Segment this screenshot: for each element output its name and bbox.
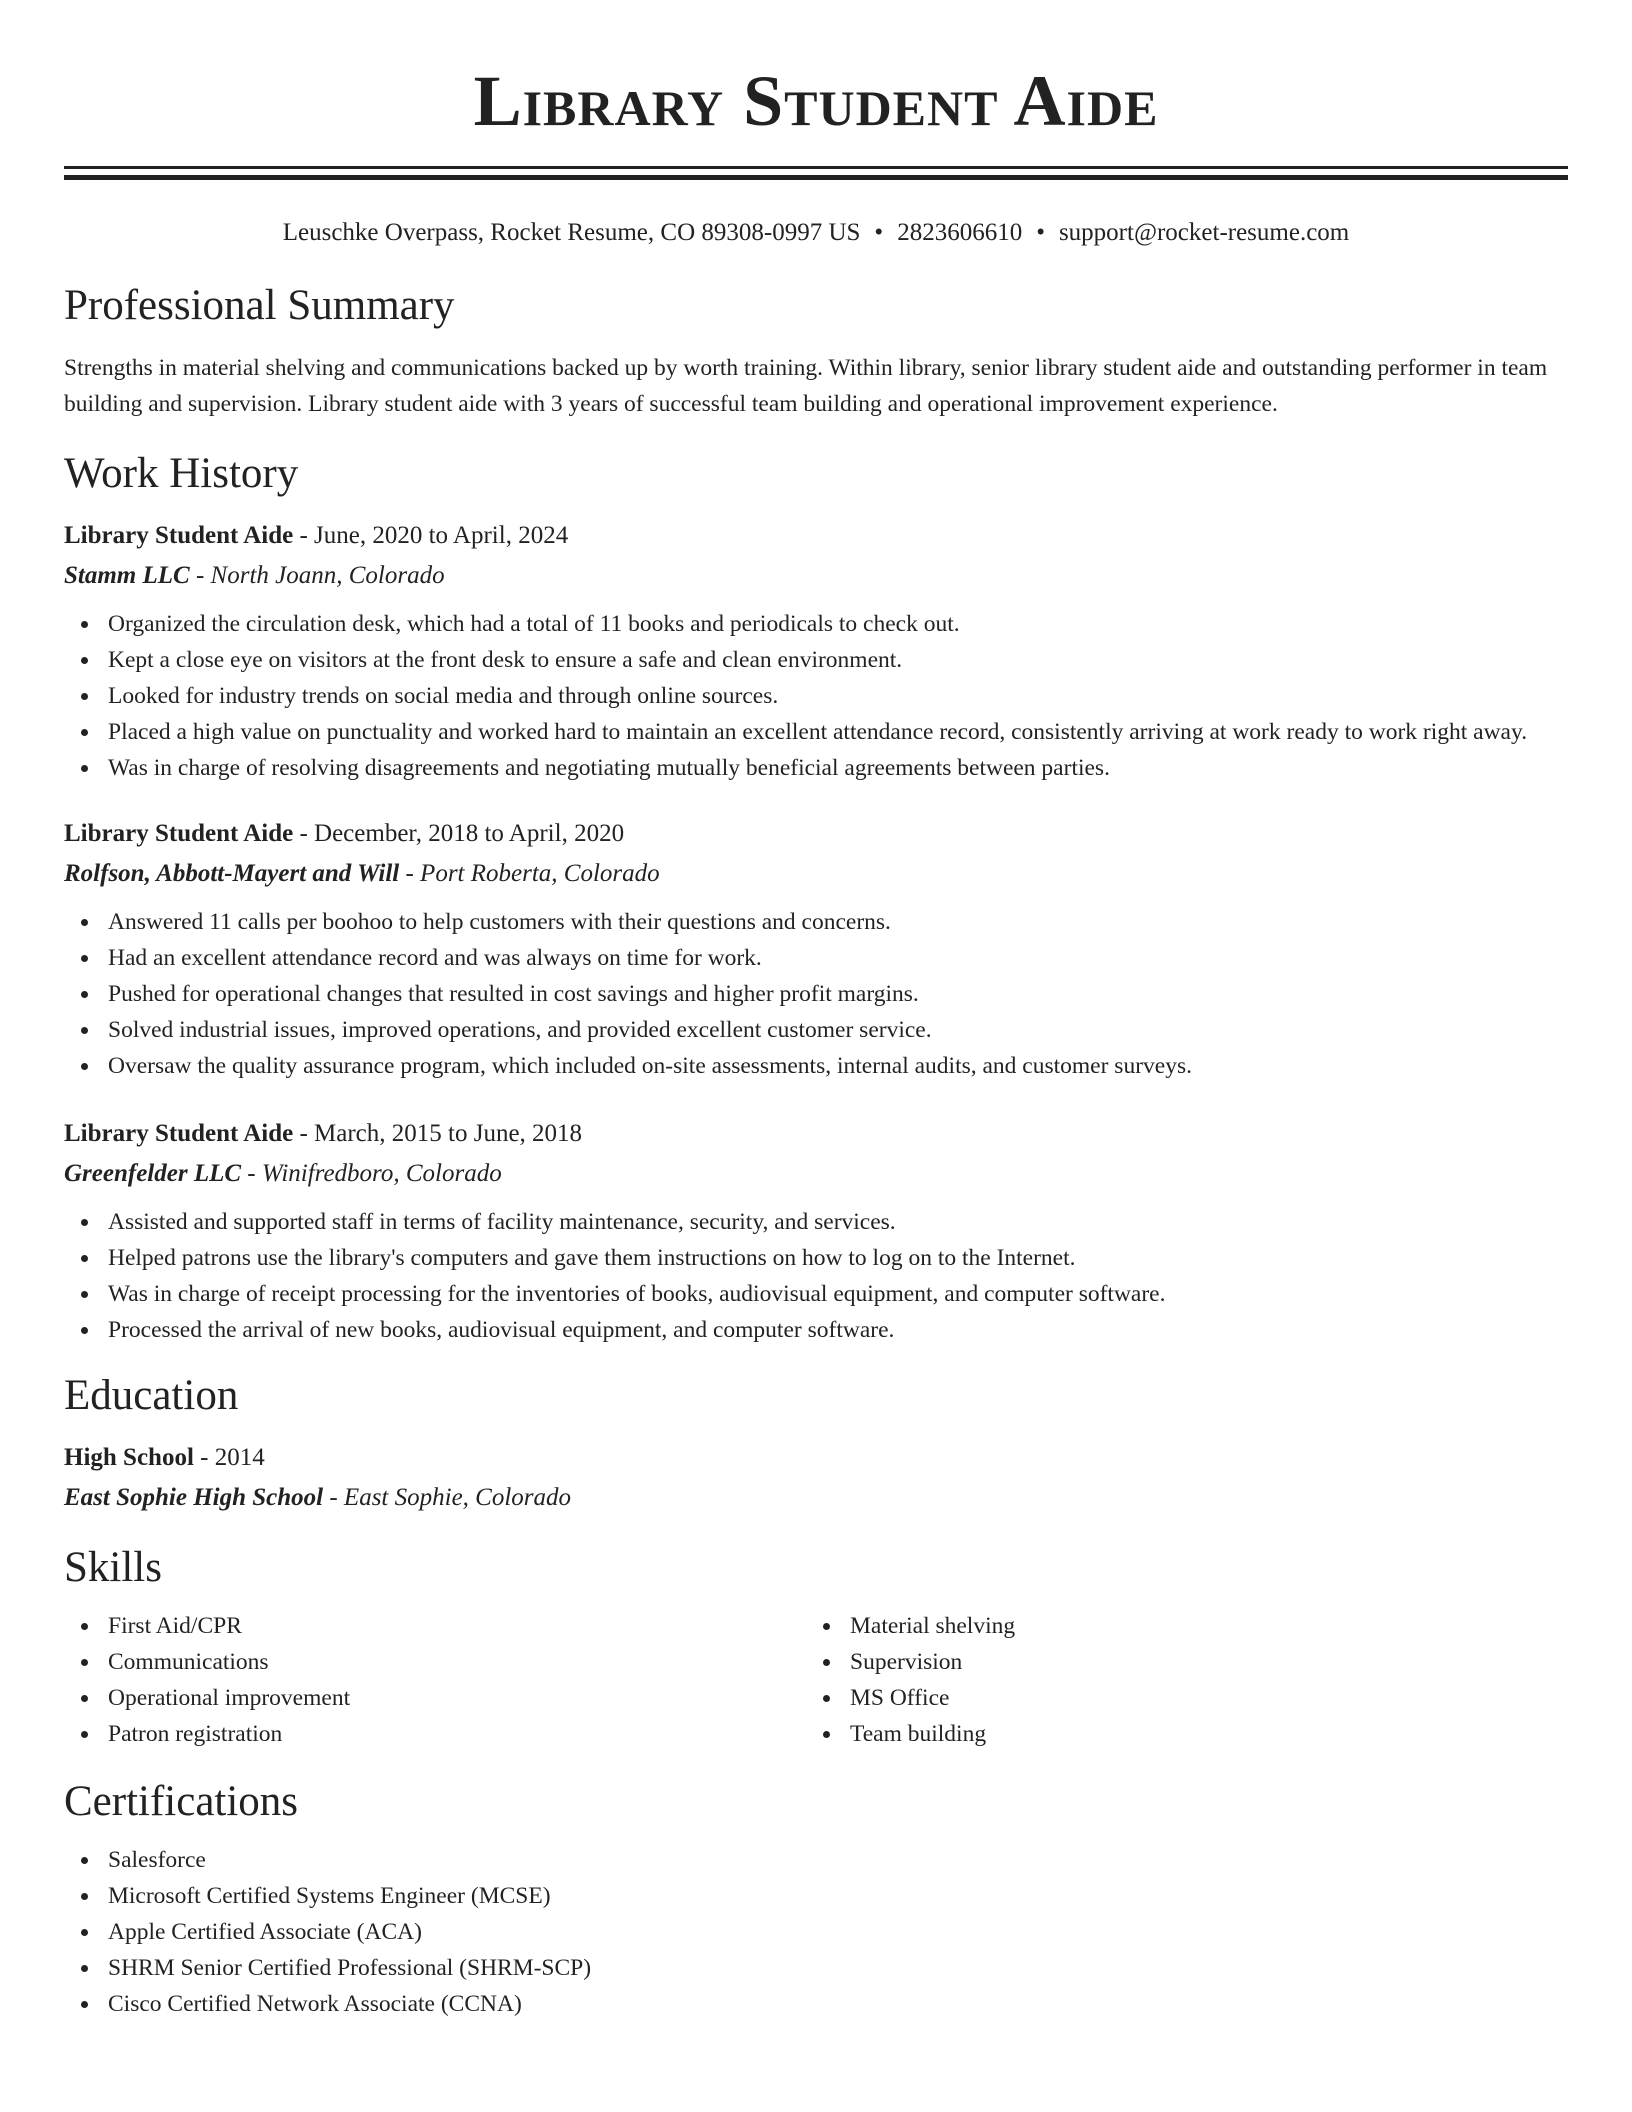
skills-grid: [64, 1608, 1568, 1752]
education-year: - 2014: [193, 1444, 265, 1471]
job-company-line: [64, 556, 1568, 596]
job-title-line: [64, 516, 1568, 556]
job-duties-list: [64, 904, 1568, 1084]
summary-text: Strengths in material shelving and communications backed up by worth training. Within library, senior library student aide and outstanding performer in team building and supervision. Library student aide with 3 years of successful team building and operational improvement experience.: [64, 355, 1548, 417]
section-heading-work-history: Work History: [64, 450, 299, 497]
job-title: Library Student Aide: [64, 1120, 294, 1147]
skills-list: [806, 1608, 1548, 1752]
list-item: Processed the arrival of new books, audiovisual equipment, and computer software.: [108, 1312, 1568, 1348]
contact-line: [64, 216, 1568, 250]
job-location: - Winifredboro, Colorado: [241, 1160, 502, 1187]
job-dates: - June, 2020 to April, 2024: [293, 522, 569, 549]
education-entry: [64, 1438, 1568, 1518]
list-item: Placed a high value on punctuality and worked hard to maintain an excellent attendance record, consistently arriving at work ready to work right away.: [108, 714, 1568, 750]
job-duties-list: [64, 1204, 1568, 1348]
certification-item: Salesforce: [108, 1842, 1568, 1878]
title-divider-thin: [64, 175, 1568, 180]
job-company-line: [64, 854, 1568, 894]
job-company: Stamm LLC: [64, 562, 190, 589]
list-item: Organized the circulation desk, which had a total of 11 books and periodicals to check out.: [108, 606, 1568, 642]
skill-item: Communications: [108, 1644, 806, 1680]
list-item: Was in charge of receipt processing for the inventories of books, audiovisual equipment, and computer software.: [108, 1276, 1568, 1312]
skills-list: [64, 1608, 806, 1752]
certification-item: Apple Certified Associate (ACA): [108, 1914, 1568, 1950]
contact-email: support@rocket-resume.com: [1058, 219, 1350, 246]
certification-item: Microsoft Certified Systems Engineer (MCSE): [108, 1878, 1568, 1914]
list-item: Kept a close eye on visitors at the front desk to ensure a safe and clean environment.: [108, 642, 1568, 678]
skill-item: Supervision: [850, 1644, 1548, 1680]
section-heading-summary: Professional Summary: [64, 282, 455, 329]
skill-item: Patron registration: [108, 1716, 806, 1752]
job-company: Greenfelder LLC: [64, 1160, 242, 1187]
certification-item: Cisco Certified Network Associate (CCNA): [108, 1986, 1568, 2022]
job-location: - North Joann, Colorado: [189, 562, 445, 589]
education-degree-line: [64, 1438, 1568, 1478]
list-item: Solved industrial issues, improved operations, and provided excellent customer service.: [108, 1012, 1568, 1048]
section-heading-skills: Skills: [64, 1544, 162, 1591]
list-item: Answered 11 calls per boohoo to help customers with their questions and concerns.: [108, 904, 1568, 940]
job-title-line: [64, 814, 1568, 854]
job-entry: [64, 814, 1568, 1084]
section-heading-certifications: Certifications: [64, 1778, 299, 1825]
job-entry: [64, 516, 1568, 786]
list-item: Assisted and supported staff in terms of facility maintenance, security, and services.: [108, 1204, 1568, 1240]
list-item: Oversaw the quality assurance program, which included on-site assessments, internal audits, and customer surveys.: [108, 1048, 1568, 1084]
list-item: Pushed for operational changes that resulted in cost savings and higher profit margins.: [108, 976, 1568, 1012]
list-item: Looked for industry trends on social media and through online sources.: [108, 678, 1568, 714]
job-company: Rolfson, Abbott-Mayert and Will: [64, 860, 400, 887]
education-school: East Sophie High School: [64, 1484, 324, 1511]
contact-separator: •: [874, 219, 884, 246]
job-title-line: [64, 1114, 1568, 1154]
skills-column-left: [64, 1608, 806, 1752]
list-item: Was in charge of resolving disagreements and negotiating mutually beneficial agreements between parties.: [108, 750, 1568, 786]
resume-title: Library Student Aide: [473, 61, 1159, 141]
education-school-line: [64, 1478, 1568, 1518]
contact-address: Leuschke Overpass, Rocket Resume, CO 89308-0997 US: [282, 219, 861, 246]
certification-item: SHRM Senior Certified Professional (SHRM-SCP): [108, 1950, 1568, 1986]
job-title: Library Student Aide: [64, 522, 294, 549]
job-dates: - December, 2018 to April, 2020: [293, 820, 625, 847]
job-dates: - March, 2015 to June, 2018: [293, 1120, 583, 1147]
education-degree: High School: [64, 1444, 194, 1471]
skill-item: MS Office: [850, 1680, 1548, 1716]
contact-phone: 2823606610: [897, 219, 1023, 246]
list-item: Had an excellent attendance record and was always on time for work.: [108, 940, 1568, 976]
job-entry: [64, 1114, 1568, 1348]
skills-column-right: [806, 1608, 1548, 1752]
skill-item: Material shelving: [850, 1608, 1548, 1644]
skill-item: Team building: [850, 1716, 1548, 1752]
job-title: Library Student Aide: [64, 820, 294, 847]
title-divider-thick: [64, 166, 1568, 169]
job-location: - Port Roberta, Colorado: [399, 860, 660, 887]
job-company-line: [64, 1154, 1568, 1194]
skill-item: First Aid/CPR: [108, 1608, 806, 1644]
section-heading-education: Education: [64, 1372, 239, 1419]
contact-separator: •: [1036, 219, 1045, 246]
list-item: Helped patrons use the library's computers and gave them instructions on how to log on to the Internet.: [108, 1240, 1568, 1276]
certifications-list: [64, 1842, 1568, 2022]
resume-page: [64, 0, 1568, 2022]
job-duties-list: [64, 606, 1568, 786]
skill-item: Operational improvement: [108, 1680, 806, 1716]
education-location: - East Sophie, Colorado: [323, 1484, 572, 1511]
